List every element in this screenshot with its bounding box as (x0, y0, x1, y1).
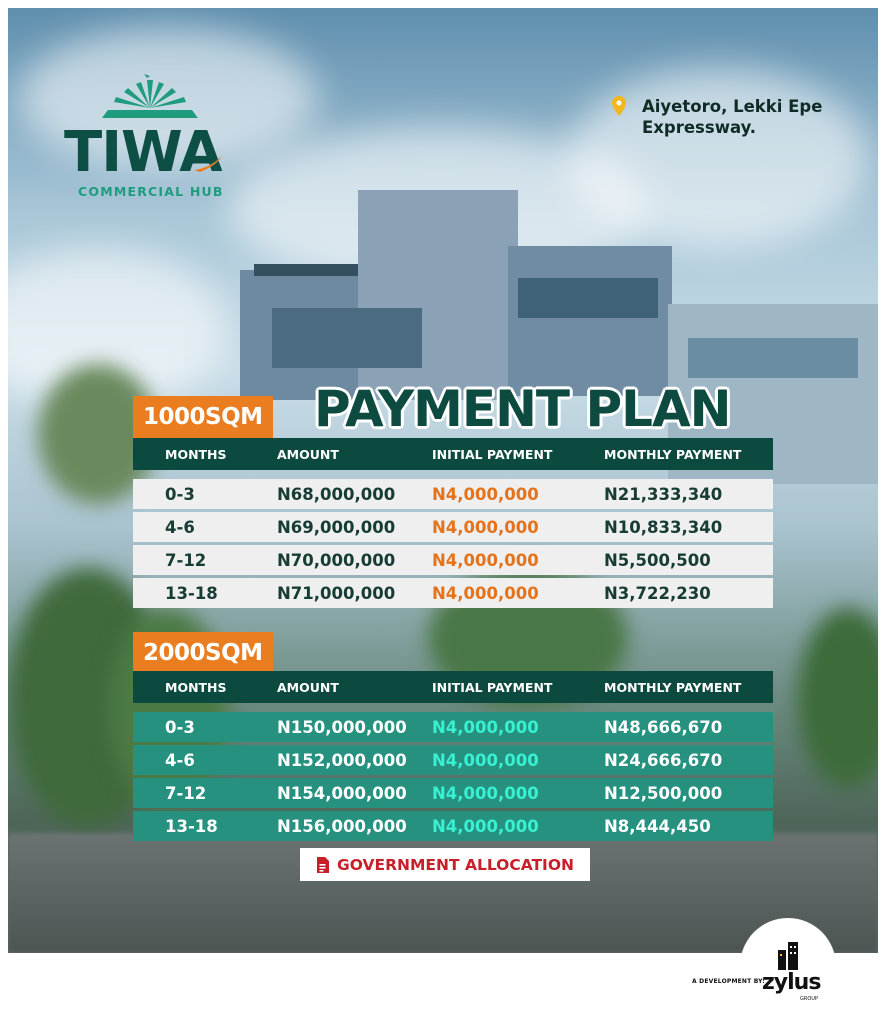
document-icon (316, 857, 329, 873)
location-pin-icon (612, 96, 626, 116)
cell-monthly: N21,333,340 (604, 484, 723, 504)
cell-amount: N69,000,000 (277, 517, 396, 537)
building-icon (774, 942, 804, 970)
cell-monthly: N12,500,000 (604, 783, 723, 803)
payment-table-2000sqm (133, 671, 773, 841)
table-row (133, 545, 773, 575)
cell-months: 7-12 (165, 783, 207, 803)
tiwa-logo (64, 74, 234, 204)
cell-months: 7-12 (165, 550, 207, 570)
cell-initial: N4,000,000 (432, 550, 539, 570)
payment-table-1000sqm (133, 438, 773, 608)
developer-logo-sub: GROUP (800, 996, 818, 1002)
table-row (133, 811, 773, 841)
cell-monthly: N8,444,450 (604, 816, 711, 836)
column-header-months: MONTHS (165, 679, 227, 695)
table-row (133, 745, 773, 775)
location-line-2: Expressway. (642, 118, 757, 137)
cell-initial: N4,000,000 (432, 517, 539, 537)
column-header-months: MONTHS (165, 446, 227, 462)
table-row (133, 512, 773, 542)
table-row (133, 712, 773, 742)
cell-amount: N152,000,000 (277, 750, 407, 770)
cell-months: 13-18 (165, 583, 218, 603)
cell-monthly: N48,666,670 (604, 717, 723, 737)
table-row (133, 778, 773, 808)
column-header-monthly: MONTHLY PAYMENT (604, 446, 742, 462)
table-header (133, 671, 773, 703)
cell-initial: N4,000,000 (432, 583, 539, 603)
cell-months: 4-6 (165, 517, 195, 537)
logo-swoosh-icon (194, 154, 224, 172)
developer-logo: zylus (762, 970, 821, 995)
cell-initial: N4,000,000 (432, 783, 539, 803)
cell-amount: N156,000,000 (277, 816, 407, 836)
cell-amount: N150,000,000 (277, 717, 407, 737)
page-title: PAYMENT PLAN (314, 380, 731, 438)
table-row (133, 578, 773, 608)
government-allocation-badge (300, 848, 590, 881)
cell-monthly: N5,500,500 (604, 550, 711, 570)
cell-initial: N4,000,000 (432, 717, 539, 737)
government-allocation-label: GOVERNMENT ALLOCATION (337, 855, 574, 874)
column-header-amount: AMOUNT (277, 446, 339, 462)
size-tag-2000sqm: 2000SQM (133, 632, 273, 674)
cell-months: 0-3 (165, 717, 195, 737)
size-tag-1000sqm: 1000SQM (133, 396, 273, 438)
cell-monthly: N24,666,670 (604, 750, 723, 770)
cell-amount: N154,000,000 (277, 783, 407, 803)
column-header-initial: INITIAL PAYMENT (432, 446, 553, 462)
cell-amount: N71,000,000 (277, 583, 396, 603)
location-text (642, 96, 822, 138)
development-by-label: A DEVELOPMENT BY: (692, 978, 765, 985)
cell-initial: N4,000,000 (432, 816, 539, 836)
location-line-1: Aiyetoro, Lekki Epe (642, 97, 823, 116)
column-header-initial: INITIAL PAYMENT (432, 679, 553, 695)
cell-months: 0-3 (165, 484, 195, 504)
cell-initial: N4,000,000 (432, 484, 539, 504)
table-header (133, 438, 773, 470)
table-row (133, 479, 773, 509)
sunburst-icon (100, 74, 200, 122)
cell-initial: N4,000,000 (432, 750, 539, 770)
cell-monthly: N10,833,340 (604, 517, 723, 537)
developer-badge (740, 918, 836, 1014)
logo-wordmark: TIWA (64, 120, 222, 185)
cell-amount: N68,000,000 (277, 484, 396, 504)
cell-monthly: N3,722,230 (604, 583, 711, 603)
cell-months: 4-6 (165, 750, 195, 770)
logo-subtitle: COMMERCIAL HUB (78, 184, 224, 199)
column-header-amount: AMOUNT (277, 679, 339, 695)
cell-amount: N70,000,000 (277, 550, 396, 570)
column-header-monthly: MONTHLY PAYMENT (604, 679, 742, 695)
cell-months: 13-18 (165, 816, 218, 836)
